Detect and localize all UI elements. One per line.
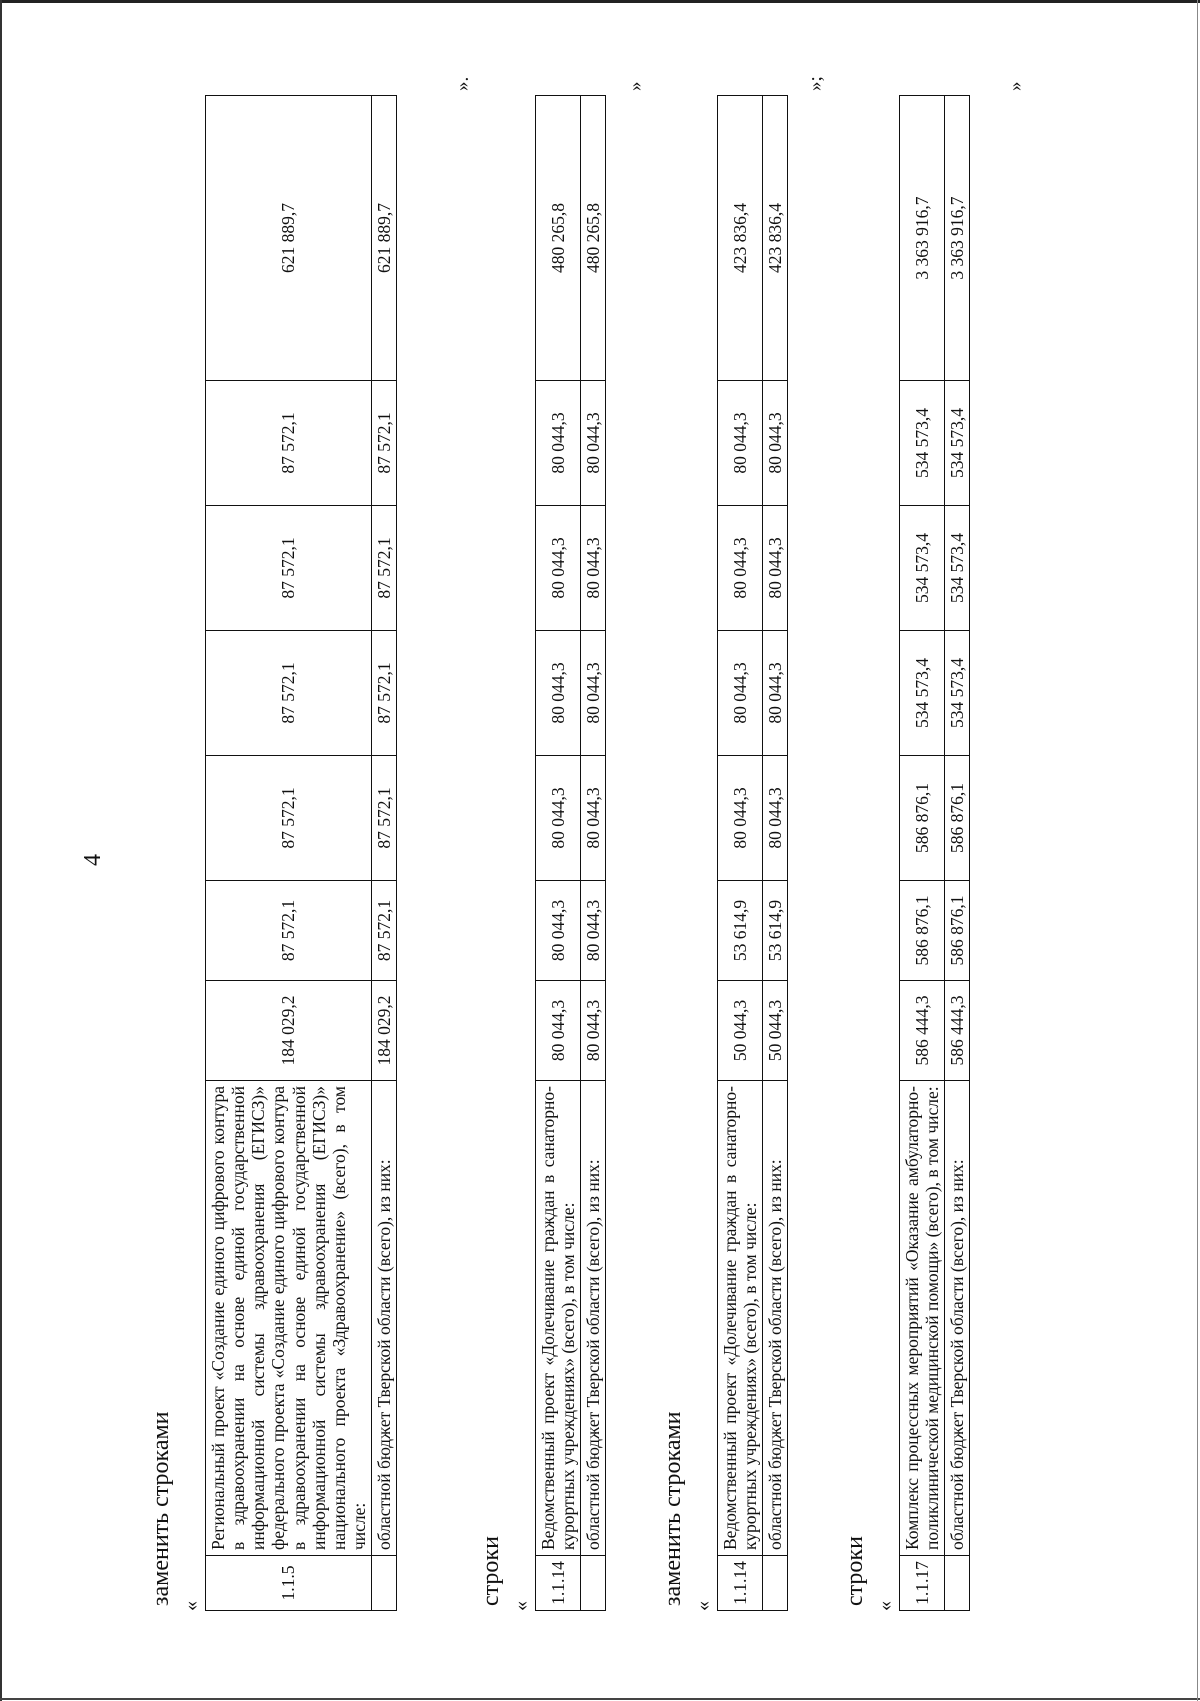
quote-close: » <box>625 81 646 91</box>
value-cell: 586 876,1 <box>900 756 945 881</box>
quote-open: « <box>510 1601 532 1611</box>
value-cell: 80 044,3 <box>536 981 581 1081</box>
row-description: областной бюджет Тверской области (всего), из них: <box>581 1081 606 1556</box>
value-cell: 80 044,3 <box>581 381 606 506</box>
value-cell: 423 836,4 <box>718 96 763 381</box>
value-cell: 80 044,3 <box>763 381 788 506</box>
value-cell: 480 265,8 <box>536 96 581 381</box>
row-index: 1.1.17 <box>900 1556 945 1611</box>
table-row <box>900 96 945 1611</box>
table-replacement-1.1.5 <box>205 95 397 1611</box>
value-cell: 80 044,3 <box>581 881 606 981</box>
table-row <box>581 96 606 1611</box>
value-cell: 586 444,3 <box>900 981 945 1081</box>
value-cell: 534 573,4 <box>945 631 970 756</box>
value-cell: 586 876,1 <box>945 756 970 881</box>
value-cell: 80 044,3 <box>763 506 788 631</box>
row-description: областной бюджет Тверской области (всего), из них: <box>372 1081 397 1556</box>
value-cell: 480 265,8 <box>581 96 606 381</box>
row-index: 1.1.14 <box>718 1556 763 1611</box>
value-cell: 423 836,4 <box>763 96 788 381</box>
quote-close: »; <box>805 76 826 91</box>
value-cell: 184 029,2 <box>372 981 397 1081</box>
row-index <box>372 1556 397 1611</box>
row-index: 1.1.5 <box>206 1556 372 1611</box>
value-cell: 80 044,3 <box>718 631 763 756</box>
value-cell: 586 876,1 <box>945 881 970 981</box>
value-cell: 534 573,4 <box>900 381 945 506</box>
quote-close: ». <box>452 76 473 91</box>
value-cell: 586 444,3 <box>945 981 970 1081</box>
value-cell: 534 573,4 <box>900 506 945 631</box>
value-cell: 53 614,9 <box>763 881 788 981</box>
value-cell: 80 044,3 <box>763 756 788 881</box>
row-index: 1.1.14 <box>536 1556 581 1611</box>
section-heading: заменить строками <box>660 1411 686 1606</box>
value-cell: 80 044,3 <box>718 506 763 631</box>
value-cell: 80 044,3 <box>536 881 581 981</box>
value-cell: 586 876,1 <box>900 881 945 981</box>
row-description: Комплекс процессных мероприятий «Оказание амбулаторно-поликлинической медицинской помощи» (всего), в том числе: <box>900 1081 945 1556</box>
value-cell: 53 614,9 <box>718 881 763 981</box>
page-number: 4 <box>80 854 106 866</box>
value-cell: 534 573,4 <box>945 381 970 506</box>
table-row <box>536 96 581 1611</box>
value-cell: 87 572,1 <box>206 631 372 756</box>
row-description: Ведомственный проект «Долечивание граждан в санаторно-курортных учреждениях» (всего), в том числе: <box>718 1081 763 1556</box>
value-cell: 184 029,2 <box>206 981 372 1081</box>
value-cell: 87 572,1 <box>372 631 397 756</box>
value-cell: 87 572,1 <box>206 756 372 881</box>
value-cell: 80 044,3 <box>536 506 581 631</box>
row-description: Ведомственный проект «Долечивание граждан в санаторно-курортных учреждениях» (всего), в том числе: <box>536 1081 581 1556</box>
value-cell: 534 573,4 <box>900 631 945 756</box>
value-cell: 80 044,3 <box>718 381 763 506</box>
value-cell: 80 044,3 <box>581 506 606 631</box>
value-cell: 87 572,1 <box>372 881 397 981</box>
quote-open: « <box>692 1601 714 1611</box>
row-description: областной бюджет Тверской области (всего), из них: <box>763 1081 788 1556</box>
value-cell: 80 044,3 <box>536 631 581 756</box>
value-cell: 3 363 916,7 <box>945 96 970 381</box>
value-cell: 50 044,3 <box>718 981 763 1081</box>
value-cell: 87 572,1 <box>372 381 397 506</box>
value-cell: 50 044,3 <box>763 981 788 1081</box>
row-index <box>945 1556 970 1611</box>
value-cell: 87 572,1 <box>206 506 372 631</box>
value-cell: 80 044,3 <box>581 756 606 881</box>
value-cell: 80 044,3 <box>763 631 788 756</box>
quote-open: « <box>874 1601 896 1611</box>
table-replacement-1.1.14 <box>717 95 788 1611</box>
value-cell: 3 363 916,7 <box>900 96 945 381</box>
value-cell: 621 889,7 <box>206 96 372 381</box>
value-cell: 621 889,7 <box>372 96 397 381</box>
row-description: областной бюджет Тверской области (всего), из них: <box>945 1081 970 1556</box>
table-row <box>206 96 372 1611</box>
row-index <box>581 1556 606 1611</box>
row-description: Региональный проект «Создание единого цифрового контура в здравоохранении на основе единой государственной информационной системы здравоохранения (ЕГИСЗ)» федерального проекта «Создание единого цифрового контура в здравоохранении на основе единой государственной информационной системы здравоохранения (ЕГИСЗ)» национального проекта «Здравоохранение» (всего), в том числе: <box>206 1081 372 1556</box>
table-original-1.1.14 <box>535 95 606 1611</box>
value-cell: 87 572,1 <box>372 506 397 631</box>
value-cell: 534 573,4 <box>945 506 970 631</box>
quote-open: « <box>180 1601 202 1611</box>
value-cell: 87 572,1 <box>372 756 397 881</box>
value-cell: 87 572,1 <box>206 881 372 981</box>
table-row <box>763 96 788 1611</box>
row-index <box>763 1556 788 1611</box>
table-row <box>718 96 763 1611</box>
table-original-1.1.17 <box>899 95 970 1611</box>
value-cell: 80 044,3 <box>536 756 581 881</box>
value-cell: 87 572,1 <box>206 381 372 506</box>
quote-close: » <box>1005 81 1026 91</box>
value-cell: 80 044,3 <box>536 381 581 506</box>
table-row <box>372 96 397 1611</box>
table-row <box>945 96 970 1611</box>
section-heading: строки <box>478 1536 504 1606</box>
section-heading: строки <box>842 1536 868 1606</box>
value-cell: 80 044,3 <box>581 981 606 1081</box>
section-heading: заменить строками <box>148 1411 174 1606</box>
value-cell: 80 044,3 <box>718 756 763 881</box>
value-cell: 80 044,3 <box>581 631 606 756</box>
